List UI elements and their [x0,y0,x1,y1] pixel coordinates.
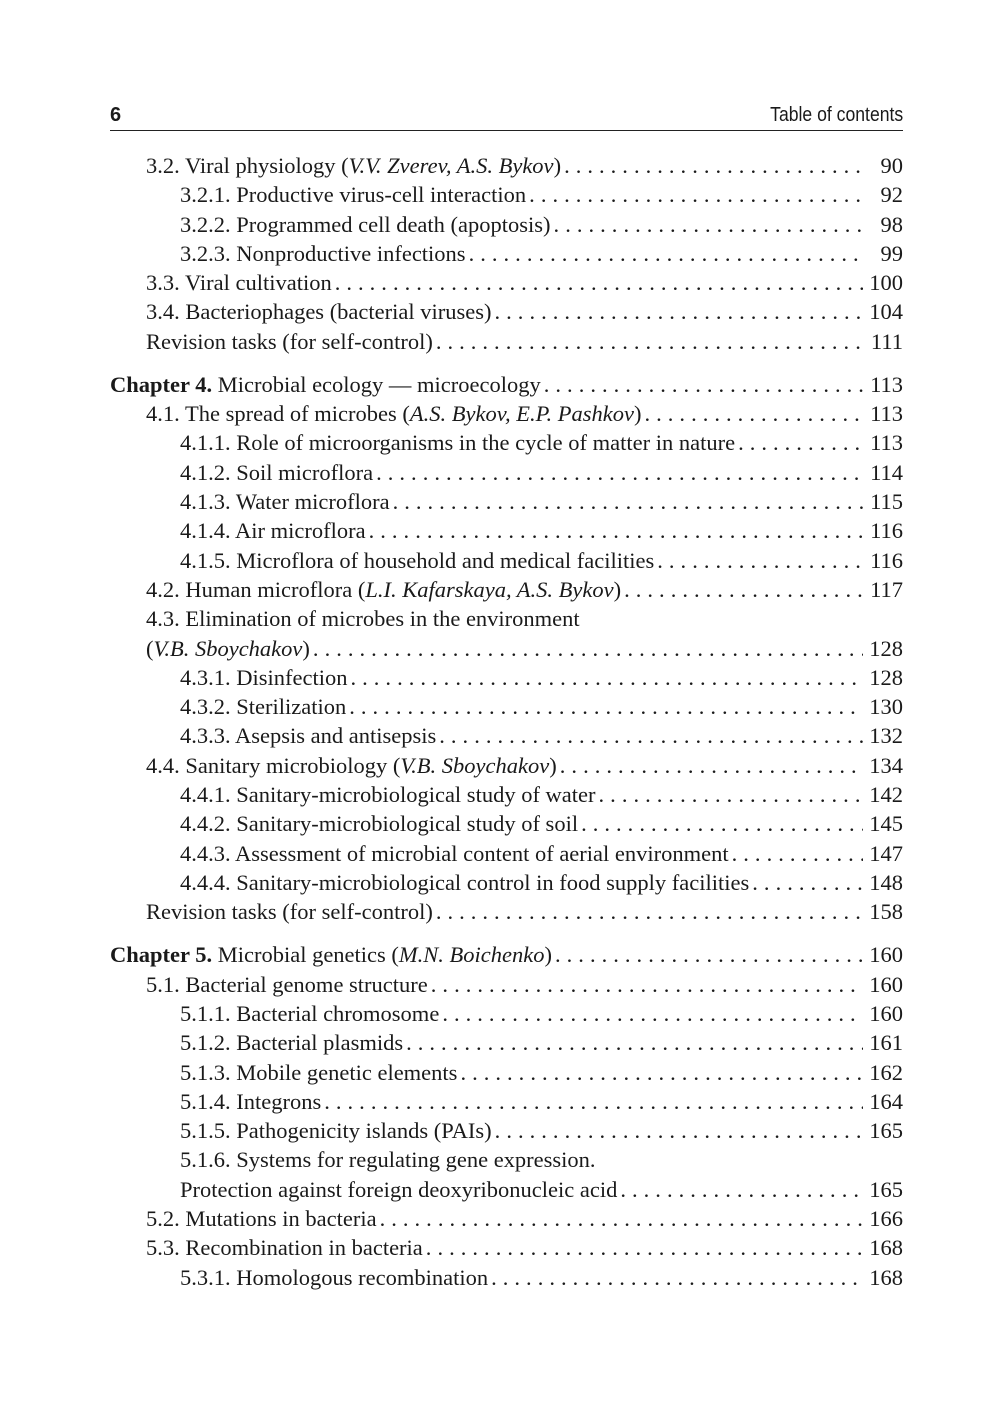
toc-entry-label: 4.4.1. Sanitary-microbiological study of water [180,782,596,808]
toc-entry-label: 5.1.5. Pathogenicity islands (PAIs) [180,1118,492,1144]
toc-entry [110,868,903,897]
toc-page-number: 99 [880,240,903,266]
toc-entry-label: 5.1.2. Bacterial plasmids [180,1030,404,1056]
toc-entry [110,428,903,457]
dot-leader [426,1233,863,1262]
toc-entry [110,458,903,487]
dot-leader [376,458,863,487]
toc-entry-label: 5.3.1. Homologous recombination [180,1264,489,1290]
toc-entry-label: 4.4.3. Assessment of microbial content of aerial environment [180,840,729,866]
toc-entry [110,839,903,868]
toc-page-number: 92 [880,182,903,208]
toc-entry-label: 3.3. Viral cultivation [146,270,332,296]
toc-entry-label: 4.1.3. Water microflora [180,489,390,515]
toc-entry-label: 3.2.3. Nonproductive infections [180,240,466,266]
toc-entry-label: 4.3.3. Asepsis and antisepsis [180,723,437,749]
toc-entry-label: 4.1. The spread of microbes (A.S. Bykov, E.P. Pashkov) [146,401,642,427]
toc-page-number: 166 [869,1205,903,1231]
dot-leader [529,180,863,209]
toc-page-number: 158 [869,899,903,925]
toc-entry [110,180,903,209]
dot-leader [581,809,863,838]
toc-entry-label: Protection against foreign deoxyribonucleic acid [180,1176,618,1202]
toc-page-number: 116 [870,518,903,544]
toc-page-number: 128 [869,664,903,690]
toc-entry [110,575,903,604]
toc-entry [110,239,903,268]
toc-entry-label: 4.1.5. Microflora of household and medical facilities [180,547,655,573]
toc-entry-continued [110,1145,903,1174]
toc-entry-label: Chapter 5. Microbial genetics (M.N. Boichenko) [110,942,552,968]
toc-page-number: 168 [869,1264,903,1290]
toc-page-number: 165 [869,1118,903,1144]
toc-entry [110,1087,903,1116]
toc-entry [110,516,903,545]
dot-leader [657,546,863,575]
dot-leader [495,297,864,326]
toc-entry-label: (V.B. Sboychakov) [146,635,310,661]
dot-leader [369,516,863,545]
dot-leader [439,721,863,750]
dot-leader [738,428,863,457]
toc-entry-label: 3.4. Bacteriophages (bacterial viruses) [146,299,492,325]
toc-entry-label: Revision tasks (for self-control) [146,899,433,925]
dot-leader [393,487,863,516]
toc-page-number: 115 [870,489,903,515]
toc-entry-label: 4.3. Elimination of microbes in the environment [146,606,580,632]
toc-entry [110,999,903,1028]
toc-page-number: 161 [869,1030,903,1056]
toc-entry [110,1175,903,1204]
toc-entry [110,1263,903,1292]
dot-leader [350,663,863,692]
toc-entry-label: 4.3.1. Disinfection [180,664,348,690]
toc-entry [110,751,903,780]
toc-page-number: 117 [870,576,903,602]
toc-entry-label: 5.2. Mutations in bacteria [146,1205,377,1231]
toc-entry-label: 4.1.1. Role of microorganisms in the cycle of matter in nature [180,430,736,456]
toc-page-number: 90 [880,153,903,178]
toc-page-number: 113 [870,430,903,456]
toc-entry-label: 4.4. Sanitary microbiology (V.B. Sboychakov) [146,752,557,778]
table-of-contents [110,151,903,1292]
toc-entry [110,1116,903,1145]
toc-entry-label: 4.4.2. Sanitary-microbiological study of soil [180,811,579,837]
dot-leader [620,1175,863,1204]
toc-chapter-entry [110,940,903,969]
dot-leader [599,780,863,809]
toc-page-number: 114 [870,459,903,485]
toc-entry-label: 4.2. Human microflora (L.I. Kafarskaya, A.S. Bykov) [146,576,622,602]
dot-leader [544,370,863,399]
toc-page-number: 98 [880,211,903,237]
dot-leader [436,327,863,356]
dot-leader [442,999,863,1028]
toc-entry [110,1204,903,1233]
toc-page-number: 116 [870,547,903,573]
toc-entry-label: 3.2.1. Productive virus-cell interaction [180,182,527,208]
toc-entry-label: 5.1.6. Systems for regulating gene expression. [180,1147,596,1173]
toc-page-number: 164 [869,1088,903,1114]
dot-leader [380,1204,863,1233]
dot-leader [313,634,863,663]
running-header [110,100,903,131]
toc-entry-continued [110,604,903,633]
dot-leader [564,151,863,180]
toc-entry [110,546,903,575]
dot-leader [436,897,863,926]
toc-page-number: 111 [870,328,903,354]
dot-leader [495,1116,863,1145]
toc-entry-label: 5.3. Recombination in bacteria [146,1235,423,1261]
toc-entry-label: 3.2. Viral physiology (V.V. Zverev, A.S. Bykov) [146,153,562,178]
dot-leader [469,239,863,268]
dot-leader [406,1028,863,1057]
toc-entry [110,487,903,516]
dot-leader [324,1087,863,1116]
toc-entry [110,970,903,999]
toc-page-number: 165 [869,1176,903,1202]
toc-page-number: 132 [869,723,903,749]
toc-chapter-entry [110,370,903,399]
dot-leader [335,268,863,297]
dot-leader [644,399,863,428]
toc-entry [110,151,903,180]
toc-entry-label: 4.1.4. Air microflora [180,518,366,544]
toc-page-number: 160 [869,971,903,997]
toc-entry-label: 3.2.2. Programmed cell death (apoptosis) [180,211,551,237]
toc-entry [110,663,903,692]
toc-entry-label: 5.1.4. Integrons [180,1088,322,1114]
toc-page-number: 100 [869,270,903,296]
dot-leader [732,839,863,868]
toc-page-number: 134 [869,752,903,778]
toc-entry-label: Chapter 4. Microbial ecology — microecology [110,371,541,397]
toc-entry [110,780,903,809]
toc-entry [110,634,903,663]
toc-page-number: 160 [869,942,903,968]
toc-page-number: 168 [869,1235,903,1261]
toc-entry-label: 5.1. Bacterial genome structure [146,971,428,997]
toc-entry-label: 4.3.2. Sterilization [180,694,347,720]
toc-entry [110,210,903,239]
dot-leader [560,751,863,780]
dot-leader [555,940,863,969]
toc-entry [110,809,903,838]
toc-page-number: 113 [870,371,903,397]
toc-entry [110,268,903,297]
dot-leader [554,210,863,239]
toc-entry [110,297,903,326]
toc-entry [110,1233,903,1262]
toc-entry-label: 5.1.3. Mobile genetic elements [180,1059,458,1085]
toc-entry [110,399,903,428]
dot-leader [431,970,863,999]
toc-entry [110,721,903,750]
toc-page-number: 142 [869,782,903,808]
toc-page-number: 160 [869,1000,903,1026]
toc-page-number: 148 [869,869,903,895]
toc-entry-label: Revision tasks (for self-control) [146,328,433,354]
dot-leader [491,1263,863,1292]
toc-page-number: 162 [869,1059,903,1085]
running-title: Table of contents [769,104,903,126]
toc-entry [110,1028,903,1057]
toc-entry [110,692,903,721]
toc-page-number: 145 [869,811,903,837]
dot-leader [752,868,863,897]
toc-page-number: 128 [869,635,903,661]
toc-page-number: 130 [869,694,903,720]
dot-leader [624,575,863,604]
toc-entry [110,327,903,356]
toc-page-number: 113 [870,401,903,427]
toc-page-number: 104 [869,299,903,325]
toc-entry [110,897,903,926]
dot-leader [349,692,863,721]
page-number: 6 [110,104,122,126]
toc-entry-label: 4.4.4. Sanitary-microbiological control in food supply facilities [180,869,750,895]
toc-entry-label: 4.1.2. Soil microflora [180,459,374,485]
toc-entry [110,1058,903,1087]
dot-leader [460,1058,863,1087]
toc-entry-label: 5.1.1. Bacterial chromosome [180,1000,440,1026]
toc-page-number: 147 [869,840,903,866]
